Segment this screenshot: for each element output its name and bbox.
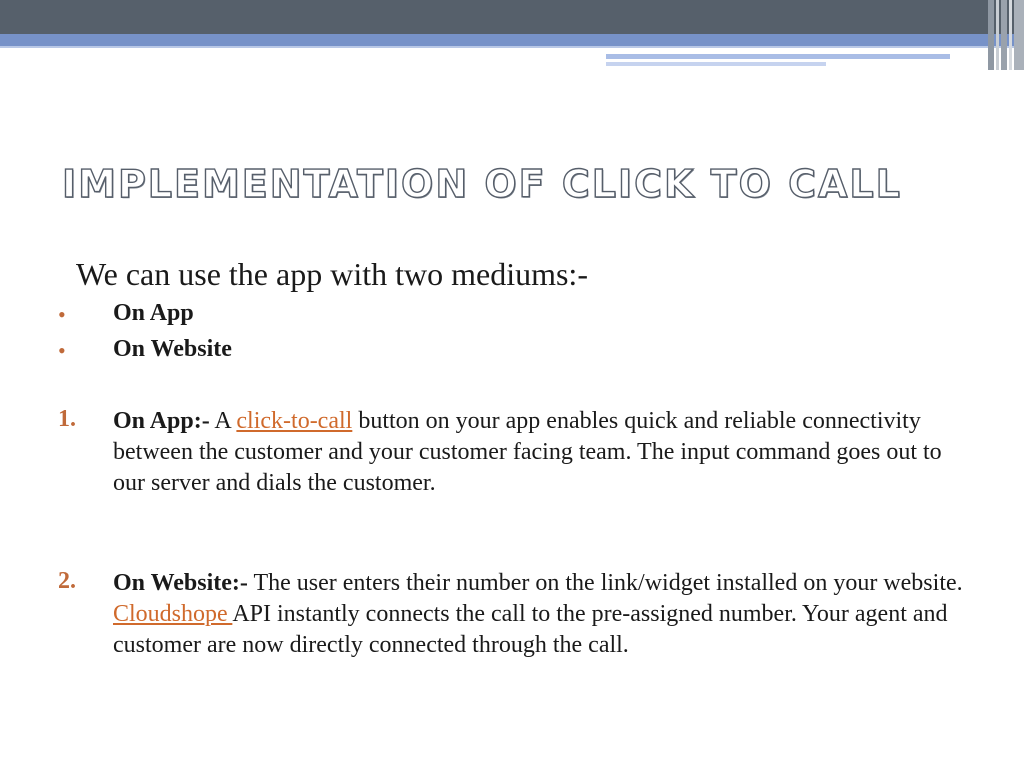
- item-text-after-link: button on your app enables quick and reliable connectivity between the customer and your customer facing team. The input command goes out to our server and dials the customer.: [113, 408, 942, 496]
- item-heading: On App:-: [113, 408, 210, 434]
- item-paragraph: [113, 406, 973, 499]
- header-band: [0, 0, 1024, 34]
- header-right-line-1: [606, 54, 950, 59]
- item-text-before-link: The user enters their number on the link/widget installed on your website.: [247, 570, 963, 596]
- intro-text: We can use the app with two mediums:-: [76, 256, 588, 292]
- bullet-marker: •: [58, 302, 66, 327]
- header-vertical-bars: [988, 0, 1024, 70]
- click-to-call-link[interactable]: click-to-call: [236, 408, 353, 434]
- header-right-strip: [606, 48, 1024, 70]
- item-number: 2.: [58, 568, 76, 594]
- item-text-before-link: A: [209, 408, 237, 434]
- item-paragraph: [113, 568, 973, 661]
- item-heading: On Website:-: [113, 570, 248, 596]
- bullet-label-on-website: On Website: [113, 336, 232, 362]
- item-text-after-link: API instantly connects the call to the pre-assigned number. Your agent and customer are now directly connected through the call.: [113, 601, 948, 658]
- cloudshope-link[interactable]: Cloudshope: [113, 601, 233, 627]
- bullet-label-on-app: On App: [113, 300, 194, 326]
- header-right-line-2: [606, 62, 826, 66]
- slide-title: IMPLEMENTATION OF CLICK TO CALL: [62, 162, 902, 206]
- item-number: 1.: [58, 406, 76, 432]
- header-accent-band: [0, 34, 1024, 46]
- bullet-marker: •: [58, 338, 66, 363]
